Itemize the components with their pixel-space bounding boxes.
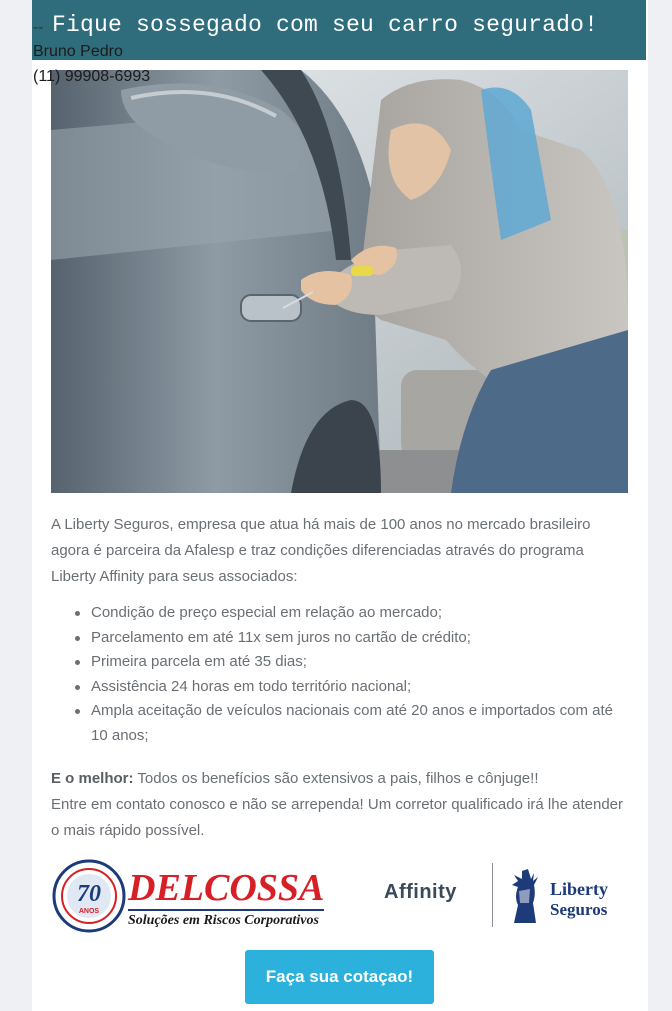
intro-text: A Liberty Seguros, empresa que atua há mais de 100 anos no mercado brasileiro agora é parceira da Afalesp e traz condições diferenciadas através do programa Liberty Affinity para seus associados: <box>51 516 591 585</box>
partner-logos <box>48 853 628 939</box>
seal-word: ANOS <box>78 908 100 915</box>
statue-of-liberty-icon <box>506 867 544 925</box>
list-item: Ampla aceitação de veículos nacionais com até 20 anos e importados com até 10 anos; <box>51 699 631 748</box>
seal-number: 70 <box>77 881 101 907</box>
logo-divider <box>492 863 493 927</box>
benefits-list <box>51 601 631 748</box>
closing-text-1: Todos os benefícios são extensivos a pais, filhos e cônjuge!! <box>133 770 539 787</box>
list-item: Primeira parcela em até 35 dias; <box>51 650 631 675</box>
closing-paragraph <box>51 766 631 844</box>
delcossa-logo: DELCOSSA <box>128 867 325 909</box>
delcossa-tagline: Soluções em Riscos Corporativos <box>128 913 319 928</box>
header-title: Fique sossegado com seu carro segurado! <box>52 12 599 38</box>
signature-separator: -- <box>33 19 44 36</box>
liberty-logo-line1: Liberty <box>550 879 608 899</box>
signature-name: Bruno Pedro <box>33 43 123 60</box>
closing-text-2: Entre em contato conosco e não se arrependa! Um corretor qualificado irá lhe atender o mais rápido possível. <box>51 796 623 839</box>
email-header-banner <box>32 0 646 60</box>
liberty-logo-line2: Seguros <box>550 900 608 919</box>
list-item: Assistência 24 horas em todo território nacional; <box>51 675 631 700</box>
affinity-logo: Affinity <box>384 881 457 903</box>
closing-benefits-line <box>51 766 631 792</box>
intro-paragraph <box>51 512 631 590</box>
car-thief-photo <box>51 70 628 493</box>
quote-button[interactable]: Faça sua cotaçao! <box>245 950 434 1004</box>
closing-emphasis: E o melhor: <box>51 770 134 787</box>
list-item: Parcelamento em até 11x sem juros no cartão de crédito; <box>51 626 631 651</box>
signature-phone: (11) 99908-6993 <box>33 68 151 85</box>
afalesp-seal-icon <box>52 859 126 933</box>
list-item: Condição de preço especial em relação ao mercado; <box>51 601 631 626</box>
